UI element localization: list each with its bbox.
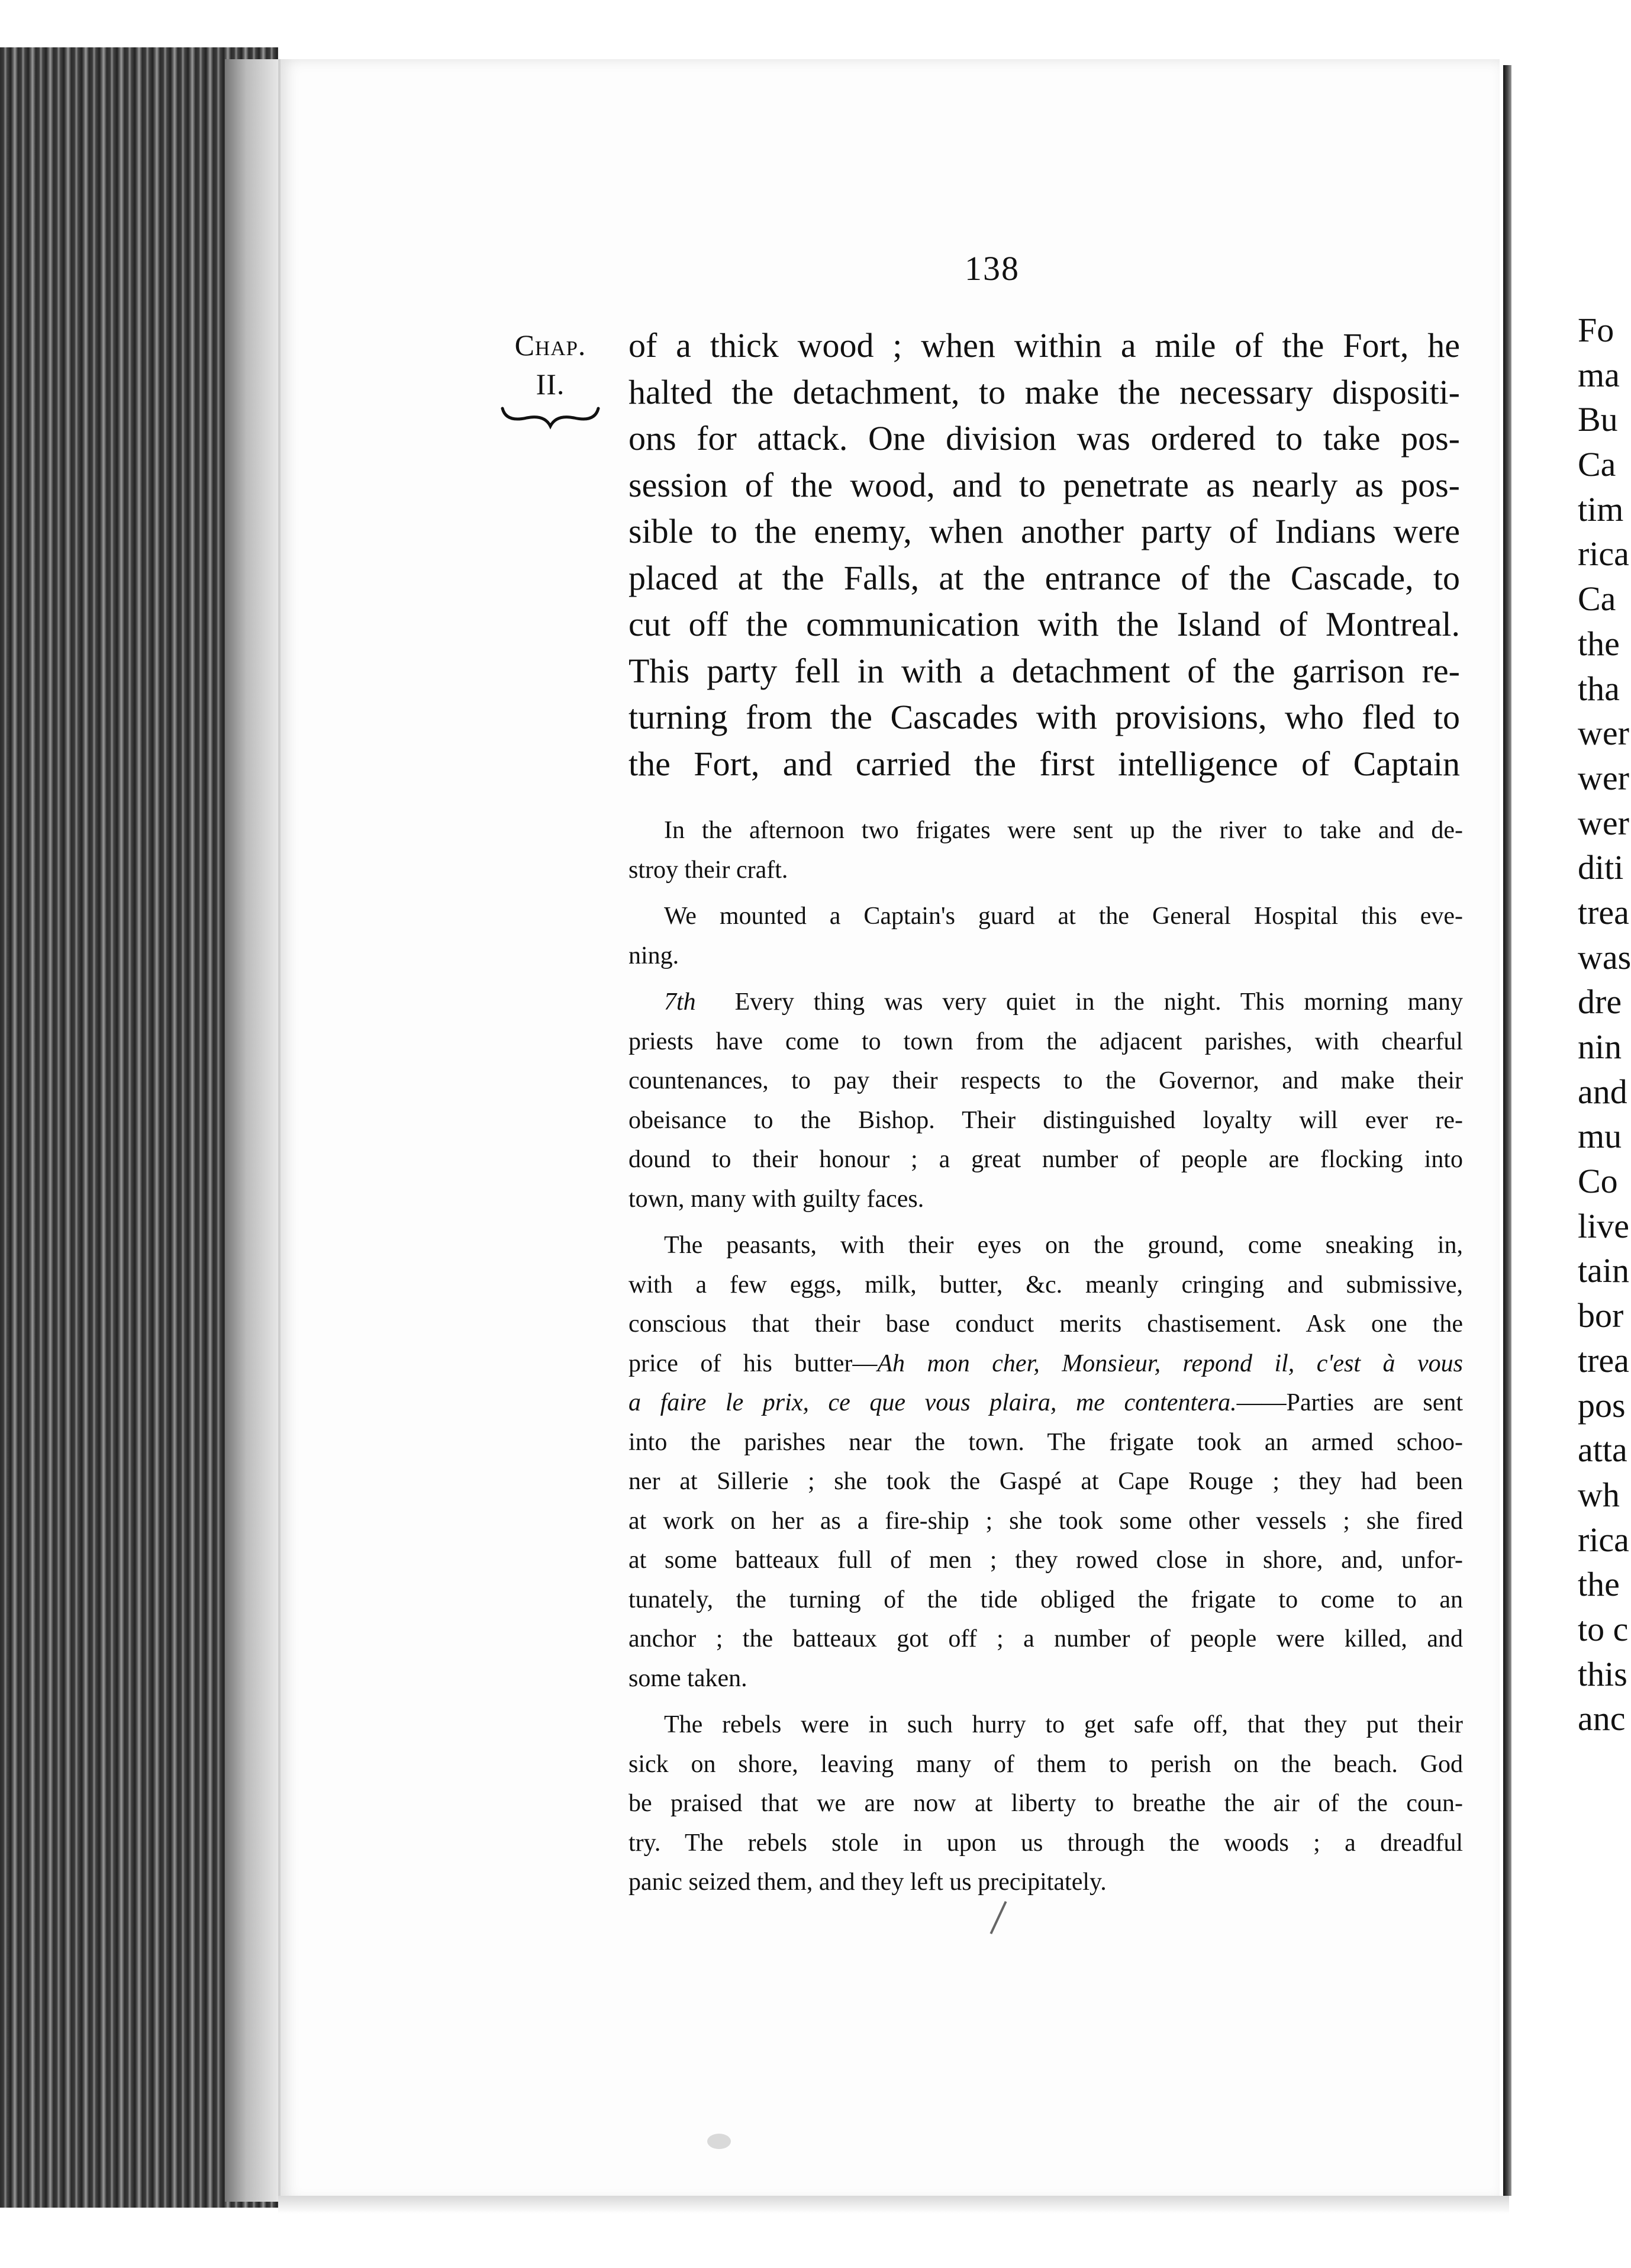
fragment: and: [1578, 1072, 1627, 1111]
chapter-number: II.: [536, 368, 565, 401]
journal-line: stroy their craft.: [628, 856, 788, 884]
fragment: anc: [1578, 1699, 1626, 1738]
fragment: ma: [1578, 355, 1620, 394]
text-line: cut off the communication with the Island of Montreal.: [628, 605, 1460, 643]
facing-page-text-fragments: [1578, 308, 1631, 1741]
fragment: trea: [1578, 1341, 1629, 1380]
journal-line: ner at Sillerie ; she took the Gaspé at Cape Rouge ; they had been: [628, 1468, 1463, 1495]
text-line: halted the detachment, to make the necessary dispositi-: [628, 372, 1460, 411]
journal-line: anchor ; the batteaux got off ; a number of people were killed, and: [628, 1625, 1463, 1652]
journal-line: at work on her as a fire-ship ; she took some other vessels ; she fired: [628, 1507, 1463, 1535]
text-line: of a thick wood ; when within a mile of the Fort, he: [628, 326, 1460, 365]
fragment: wer: [1578, 803, 1629, 842]
fragment: pos: [1578, 1386, 1626, 1425]
journal-line-mixed: [628, 1383, 1463, 1423]
journal-line: some taken.: [628, 1664, 747, 1692]
journal-line: panic seized them, and they left us precipitately.: [628, 1868, 1107, 1896]
fragment: nin: [1578, 1027, 1622, 1066]
text-line: session of the wood, and to penetrate as nearly as pos-: [628, 465, 1460, 504]
text-line: turning from the Cascades with provisions, who fled to: [628, 698, 1460, 736]
fragment: the: [1578, 624, 1620, 663]
fragment: diti: [1578, 848, 1624, 887]
fragment: tim: [1578, 489, 1624, 529]
journal-line: into the parishes near the town. The frigate took an armed schoo-: [628, 1428, 1463, 1456]
fragment: was: [1578, 938, 1631, 977]
journal-line: In the afternoon two frigates were sent up the river to take and de-: [664, 817, 1463, 844]
fragment: Ca: [1578, 579, 1616, 618]
fragment: tain: [1578, 1251, 1629, 1290]
journal-line: town, many with guilty faces.: [628, 1185, 924, 1213]
fragment: wh: [1578, 1475, 1620, 1514]
journal-line: priests have come to town from the adjacent parishes, with chearful: [628, 1027, 1463, 1055]
fragment: rica: [1578, 1520, 1629, 1559]
binding-shadow: [225, 59, 278, 2202]
chapter-label: Chap.: [514, 328, 586, 362]
journal-line: at some batteaux full of men ; they rowed close in shore, and, unfor-: [628, 1547, 1463, 1574]
journal-line: conscious that their base conduct merits chastisement. Ask one the: [628, 1310, 1463, 1338]
journal-line: be praised that we are now at liberty to breathe the air of the coun-: [628, 1790, 1463, 1817]
french-quote: Ah mon cher, Monsieur, repond il, c'est à vous: [877, 1349, 1463, 1377]
fragment: dre: [1578, 982, 1622, 1022]
page-bottom-shadow: [278, 2196, 1509, 2214]
page-blemish: [707, 2134, 731, 2149]
fragment: the: [1578, 1565, 1620, 1604]
fragment: to c: [1578, 1609, 1629, 1648]
page-gutter: [1503, 65, 1511, 2196]
fragment: Co: [1578, 1162, 1618, 1201]
fragment: tha: [1578, 669, 1620, 708]
french-quote: a faire le prix, ce que vous plaira, me contentera.: [628, 1389, 1237, 1416]
main-text-block: [628, 323, 1460, 787]
chapter-margin-note: [491, 326, 610, 429]
journal-line: dound to their honour ; a great number of people are flocking into: [628, 1146, 1463, 1173]
fragment: live: [1578, 1206, 1629, 1245]
fragment: atta: [1578, 1431, 1627, 1470]
fragment: Ca: [1578, 445, 1616, 484]
journal-line: ning.: [628, 942, 679, 969]
journal-line: countenances, to pay their respects to the Governor, and make their: [628, 1067, 1463, 1094]
fragment: wer: [1578, 714, 1629, 753]
journal-line: sick on shore, leaving many of them to perish on the beach. God: [628, 1750, 1463, 1778]
journal-line: The peasants, with their eyes on the ground, come sneaking in,: [664, 1232, 1463, 1259]
journal-line: tunately, the turning of the tide obliged the frigate to come to an: [628, 1586, 1463, 1613]
journal-line-text: Every thing was very quiet in the night. This morning many: [734, 988, 1463, 1016]
journal-extract: [628, 811, 1463, 1902]
text-line: the Fort, and carried the first intelligence of Captain: [628, 744, 1460, 783]
journal-line: obeisance to the Bishop. Their distinguished loyalty will ever re-: [628, 1106, 1463, 1134]
text-line: This party fell in with a detachment of the garrison re-: [628, 651, 1460, 690]
journal-line: try. The rebels stole in upon us through the woods ; a dreadful: [628, 1829, 1463, 1857]
text-line: placed at the Falls, at the entrance of the Cascade, to: [628, 558, 1460, 597]
fragment: Bu: [1578, 400, 1618, 439]
journal-line-mixed: [628, 1344, 1463, 1384]
fragment: bor: [1578, 1296, 1624, 1335]
fragment: Fo: [1578, 311, 1614, 349]
text-line: ons for attack. One division was ordered to take pos-: [628, 419, 1460, 458]
journal-line: with a few eggs, milk, butter, &c. meanly cringing and submissive,: [628, 1271, 1463, 1299]
brace-ornament-icon: [500, 405, 601, 429]
fragment: mu: [1578, 1117, 1622, 1156]
fragment: rica: [1578, 534, 1629, 574]
text-line: sible to the enemy, when another party of Indians were: [628, 512, 1460, 550]
fragment: this: [1578, 1654, 1627, 1693]
journal-line-text: ——Parties are sent: [1236, 1389, 1463, 1416]
fragment: wer: [1578, 758, 1629, 797]
journal-line: We mounted a Captain's guard at the General Hospital this eve-: [664, 903, 1463, 930]
journal-line-dated: [628, 982, 1463, 1022]
journal-line: The rebels were in such hurry to get safe off, that they put their: [664, 1711, 1463, 1738]
journal-date: 7th: [664, 988, 696, 1016]
fragment: trea: [1578, 893, 1629, 932]
journal-line-text: price of his butter—: [628, 1349, 878, 1377]
page-number: 138: [965, 249, 1020, 288]
